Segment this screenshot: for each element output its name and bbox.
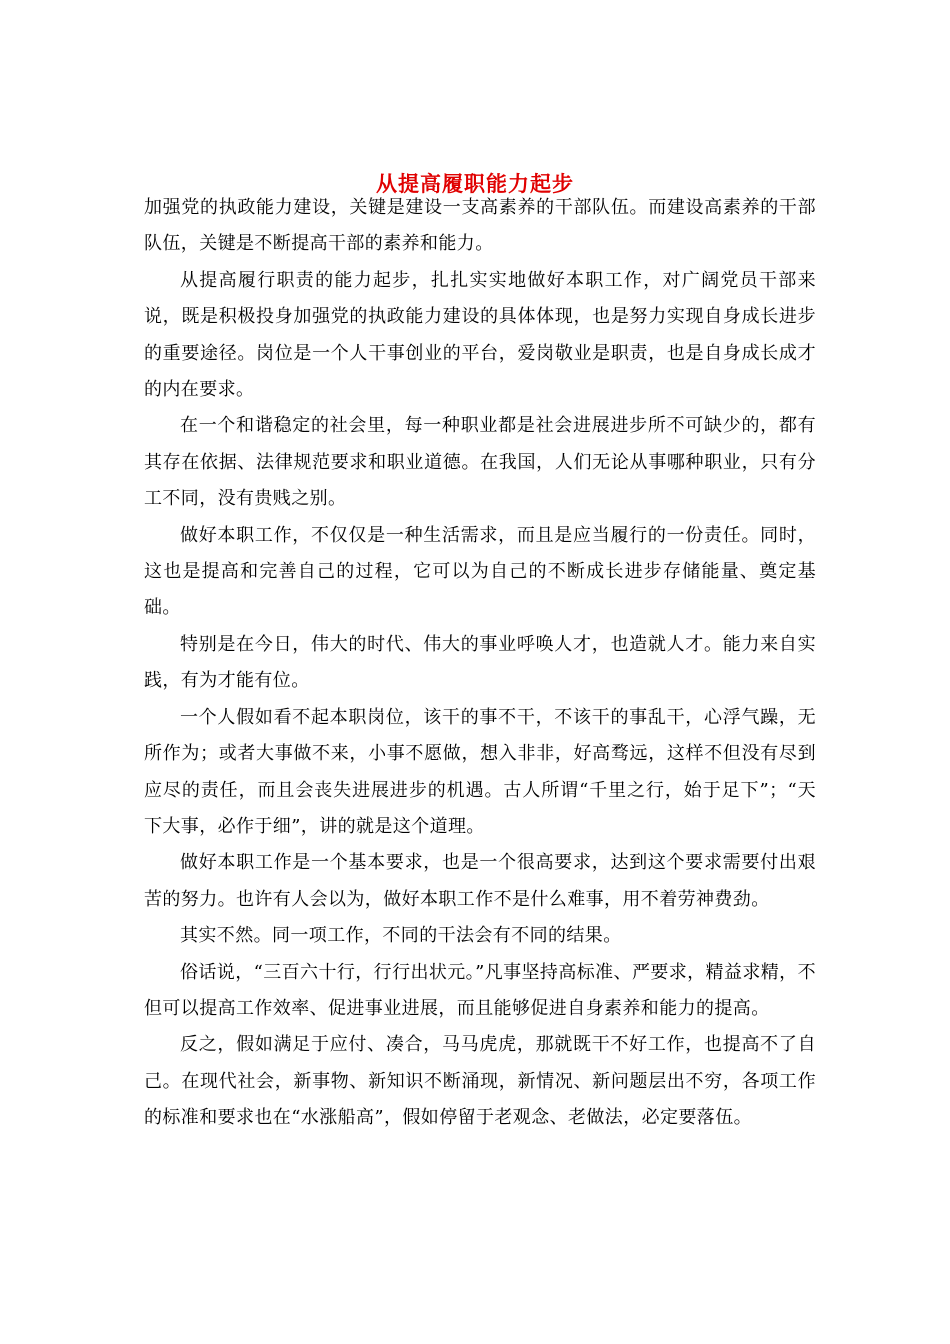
paragraph-1: 加强党的执政能力建设，关键是建设一支高素养的干部队伍。而建设高素养的干部队伍，关键是不断提高干部的素养和能力。: [144, 197, 816, 255]
paragraph-5: 特别是在今日，伟大的时代、伟大的事业呼唤人才，也造就人才。能力来自实践，有为才能有位。: [144, 633, 816, 692]
document-title: 从提高履职能力起步: [376, 171, 574, 197]
document-body: [144, 190, 816, 1137]
paragraph-9: 俗话说，“三百六十行，行行出状元。”凡事坚持高标准、严要求，精益求精，不但可以提高工作效率、促进事业进展，而且能够促进自身素养和能力的提高。: [144, 961, 816, 1019]
paragraph-10: 反之，假如满足于应付、凑合，马马虎虎，那就既干不好工作，也提高不了自己。在现代社会，新事物、新知识不断涌现，新情况、新问题层出不穷，各项工作的标准和要求也在“水涨船高”，假如停留于老观念、老做法，必定要落伍。: [144, 1034, 816, 1129]
paragraph-2: 从提高履行职责的能力起步，扎扎实实地做好本职工作，对广阔党员干部来说，既是积极投身加强党的执政能力建设的具体体现，也是努力实现自身成长进步的重要途径。岗位是一个人干事创业的平台，爱岗敬业是职责，也是自身成长成才的内在要求。: [144, 269, 816, 401]
paragraph-8: 其实不然。同一项工作，不同的干法会有不同的结果。: [180, 925, 622, 947]
paragraph-7: 做好本职工作是一个基本要求，也是一个很高要求，达到这个要求需要付出艰苦的努力。也许有人会以为，做好本职工作不是什么难事，用不着劳神费劲。: [144, 852, 816, 910]
paragraph-6: 一个人假如看不起本职岗位，该干的事不干，不该干的事乱干，心浮气躁，无所作为；或者大事做不来，小事不愿做，想入非非，好高骛远，这样不但没有尽到应尽的责任，而且会丧失进展进步的机遇。古人所谓“千里之行，始于足下”；“天下大事，必作于细”，讲的就是这个道理。: [144, 706, 816, 837]
paragraph-4: 做好本职工作，不仅仅是一种生活需求，而且是应当履行的一份责任。同时，这也是提高和完善自己的过程，它可以为自己的不断成长进步存储能量、奠定基础。: [144, 524, 816, 619]
paragraph-3: 在一个和谐稳定的社会里，每一种职业都是社会进展进步所不可缺少的，都有其存在依据、法律规范要求和职业道德。在我国，人们无论从事哪种职业，只有分工不同，没有贵贱之别。: [144, 415, 816, 510]
